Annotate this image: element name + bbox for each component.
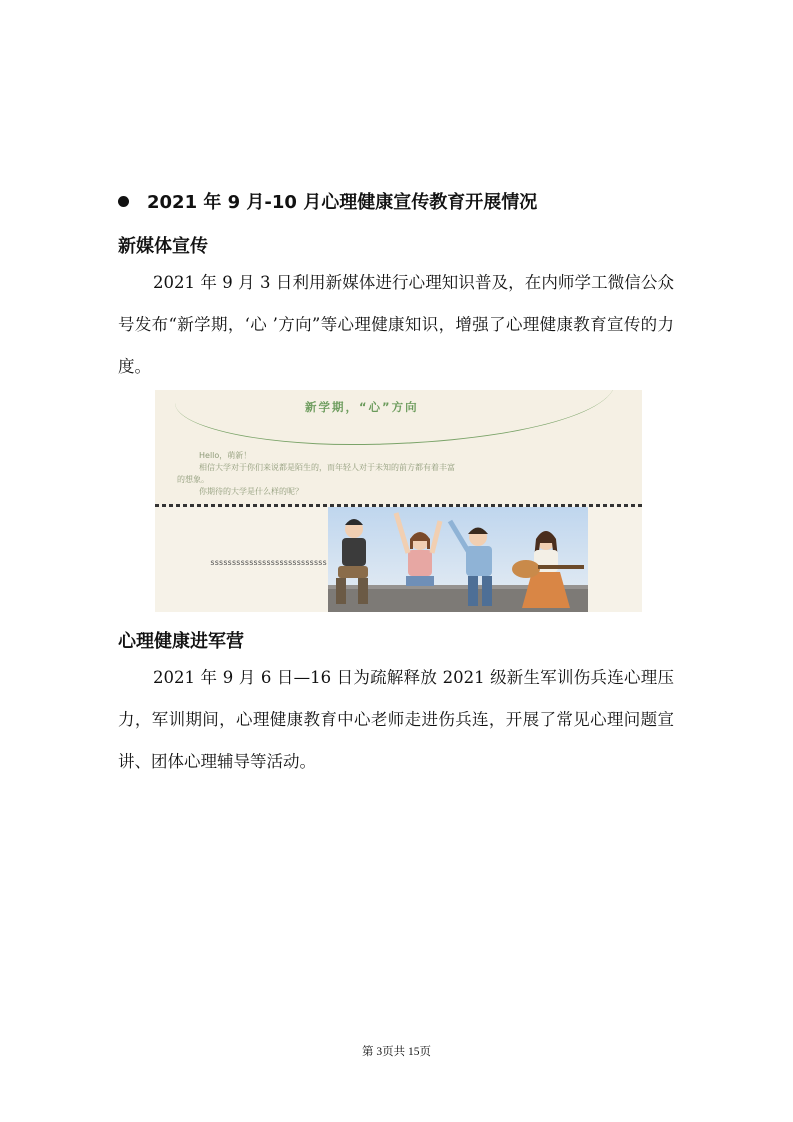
subheading-new-media: 新媒体宣传 [118, 236, 208, 257]
subheading-military-camp: 心理健康进军营 [118, 631, 244, 652]
section-heading-text: 2021 年 9 月-10 月心理健康宣传教育开展情况 [147, 192, 538, 213]
bullet-icon [118, 196, 129, 207]
students-illustration [328, 507, 588, 612]
article-title: 新学期，“心”方向 [305, 400, 419, 414]
placeholder-text: sssssssssssssssssssssssssss [210, 558, 327, 567]
article-header-panel [155, 390, 642, 504]
paragraph-military-camp: 2021 年 9 月 6 日—16 日为疏解释放 2021 级新生军训伤兵连心理压力，军训期间，心理健康教育中心老师走进伤兵连，开展了常见心理问题宣讲、团体心理辅导等活动。 [118, 668, 674, 771]
article-text-line: 你期待的大学是什么样的呢？ [199, 487, 303, 496]
page-number: 第 3页共 15页 [362, 1046, 431, 1058]
article-greeting: Hello，萌新！ [199, 451, 252, 460]
article-text-line: 的想象。 [177, 475, 209, 484]
paragraph-new-media: 2021 年 9 月 3 日利用新媒体进行心理知识普及，在内师学工微信公众号发布“新学期，‘心 ’方向”等心理健康知识，增强了心理健康教育宣传的力度。 [118, 273, 674, 376]
section-heading [118, 188, 678, 214]
wechat-article-image [155, 390, 642, 612]
article-text-line: 相信大学对于你们来说都是陌生的，而年轻人对于未知的前方都有着丰富 [199, 463, 455, 472]
